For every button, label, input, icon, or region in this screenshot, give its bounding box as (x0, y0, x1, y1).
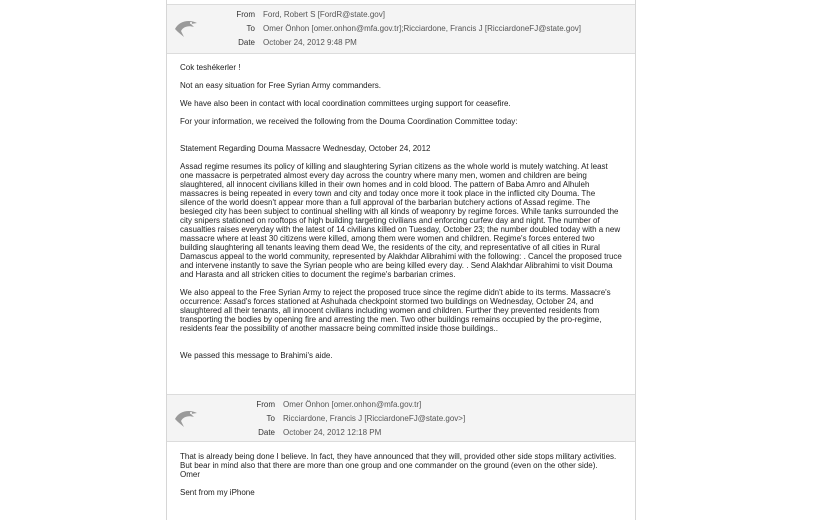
date-label: Date (258, 428, 275, 437)
date-label: Date (238, 38, 255, 47)
from-label: From (236, 10, 255, 19)
body-paragraph: We passed this message to Brahimi's aide. (180, 351, 333, 360)
email-header-2 (167, 394, 635, 442)
bird-logo-icon (173, 407, 199, 429)
date-value: October 24, 2012 9:48 PM (263, 38, 357, 47)
from-label: From (256, 400, 275, 409)
body-paragraph: That is already being done I believe. In fact, they have announced that they will, provided other side stops military activities. But bear in mind also that there are more than one group and one commander on the ground (even on the other side). (180, 452, 617, 470)
to-label: To (246, 24, 255, 33)
to-value[interactable]: Ricciardone, Francis J [RicciardoneFJ@state.gov>] (283, 414, 466, 423)
to-label: To (266, 414, 275, 423)
email-body-1 (180, 63, 622, 360)
email-body-2 (180, 452, 622, 497)
body-paragraph: Not an easy situation for Free Syrian Army commanders. (180, 81, 381, 90)
from-value[interactable]: Omer Önhon [omer.onhon@mfa.gov.tr] (283, 400, 422, 409)
bird-logo-icon (173, 17, 199, 39)
statement-title: Statement Regarding Douma Massacre Wednesday, October 24, 2012 (180, 144, 431, 153)
body-paragraph: We also appeal to the Free Syrian Army to reject the proposed truce since the regime didn't abide to its terms. Massacre's occurrence: Assad's forces stationed at Ashuhada checkpoint stormed two buildings on Wednesday, October 24, and slaughtered all their tenants, all innocent civilians including women and children. Further they prevented residents from transporting the bodies by opening fire and arresting the men. Two other buildings remains occupied by the pro-regime, residents fear the possibility of another massacre being committed inside those buildings.. (180, 288, 611, 333)
body-paragraph: We have also been in contact with local coordination committees urging support for ceasefire. (180, 99, 511, 108)
body-paragraph: For your information, we received the following from the Douma Coordination Committee today: (180, 117, 518, 126)
body-paragraph: Cok teshékerler ! (180, 63, 241, 72)
to-value[interactable]: Omer Önhon [omer.onhon@mfa.gov.tr];Ricciardone, Francis J [RicciardoneFJ@state.gov] (263, 24, 581, 33)
signature: Omer (180, 470, 200, 479)
email-header-1 (167, 4, 635, 54)
body-paragraph: Assad regime resumes its policy of killing and slaughtering Syrian citizens as the whole world is mutely watching. At least one massacre is perpetrated almost every day across the country where many men, women and children are being slaughtered, all innocent civilians killed in their own homes and in cold blood. The pattern of Baba Amro and Alhuleh massacres is being repeated in every town and city and today once more it took place in the inflicted city Douma. The silence of the world doesn't appear more than a full approval of the barbarian butchery actions of Assad regime. The besieged city has been subject to continual shelling with all kinds of weaponry by regime forces. While tanks surrounded the city snipers stationed on rooftops of high building targeting civilians and enforcing curfew day and night. The number of casualties raises everyday with the latest of 14 civilians killed on Tuesday, October 23; the number doubled today with a new massacre where at least 30 citizens were killed, among them were women and children. Regime's forces entered two building slaughtering all tenants leaving them dead We, the residents of the city, and representative of all cities in Rural Damascus appeal to the world community, represented by Alakhdar Alibrahimi with the following: . Cancel the proposed truce and intervene instantly to save the Syrian people who are being killed every day. . Send Alakhdar Alibrahimi to visit Douma and Harasta and all stricken cities to document the regime's barbarian crimes. (180, 162, 622, 279)
date-value: October 24, 2012 12:18 PM (283, 428, 382, 437)
email-thread (166, 0, 636, 520)
from-value[interactable]: Ford, Robert S [FordR@state.gov] (263, 10, 385, 19)
sent-from-footer: Sent from my iPhone (180, 488, 255, 497)
